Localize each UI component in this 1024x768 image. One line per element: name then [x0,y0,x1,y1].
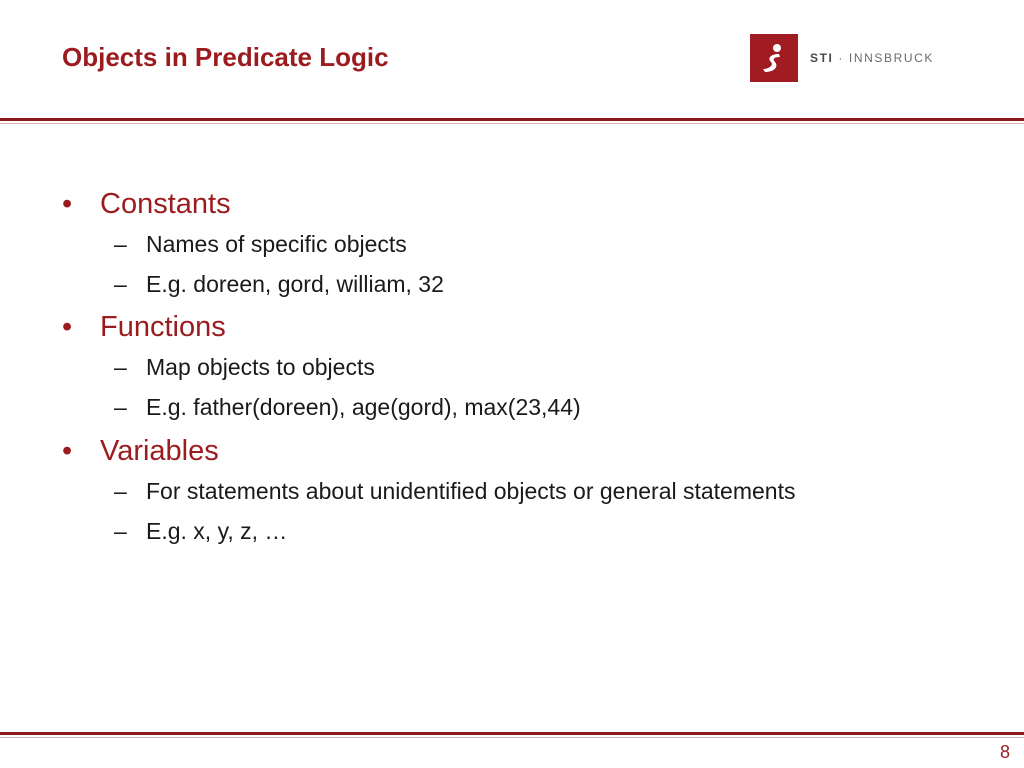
sub-bullet-item [114,517,982,547]
bullet-label: Functions [100,311,226,344]
bullet-marker: • [62,434,73,467]
bullet-item [62,186,982,224]
logo-brand-rest: · INNSBRUCK [833,51,935,65]
sub-bullet-text: E.g. father(doreen), age(gord), max(23,44) [146,394,581,421]
dash-marker: – [114,477,127,504]
footer-rule [0,732,1024,735]
sub-bullet-item [114,230,982,260]
header-rule-thin [0,123,1024,124]
sub-bullet-text: E.g. doreen, gord, william, 32 [146,270,444,297]
sub-bullet-item [114,393,982,423]
bullet-item [62,309,982,347]
header-rule [0,118,1024,121]
dash-marker: – [114,270,127,297]
bullet-marker: • [62,188,73,220]
sub-bullet-text: For statements about unidentified objects or general statements [146,477,796,504]
slide-title: Objects in Predicate Logic [62,42,389,72]
sub-bullet-item [114,477,982,507]
bullet-group-variables [62,433,982,546]
page-number: 8 [999,742,1010,762]
logo-text [810,51,934,65]
sub-bullet-text: Map objects to objects [146,354,375,381]
sub-bullet-text: Names of specific objects [146,230,407,257]
sub-bullet-item [114,353,982,383]
bullet-group-constants [62,186,982,299]
dash-marker: – [114,230,127,257]
sub-bullet-item [114,270,982,300]
bullet-group-functions [62,309,982,422]
bullet-label: Constants [100,188,231,220]
bullet-label: Variables [100,434,219,467]
dash-marker: – [114,394,127,421]
footer-rule-thin [0,737,1024,738]
bullet-marker: • [62,311,73,344]
dash-marker: – [114,517,127,544]
sub-bullet-text: E.g. x, y, z, … [146,517,288,544]
logo-brand-bold: STI [810,51,834,65]
sti-logo-icon [750,34,798,82]
dash-marker: – [114,354,127,381]
slide-content [62,186,982,556]
sti-innsbruck-logo [750,34,934,82]
bullet-item [62,433,982,471]
